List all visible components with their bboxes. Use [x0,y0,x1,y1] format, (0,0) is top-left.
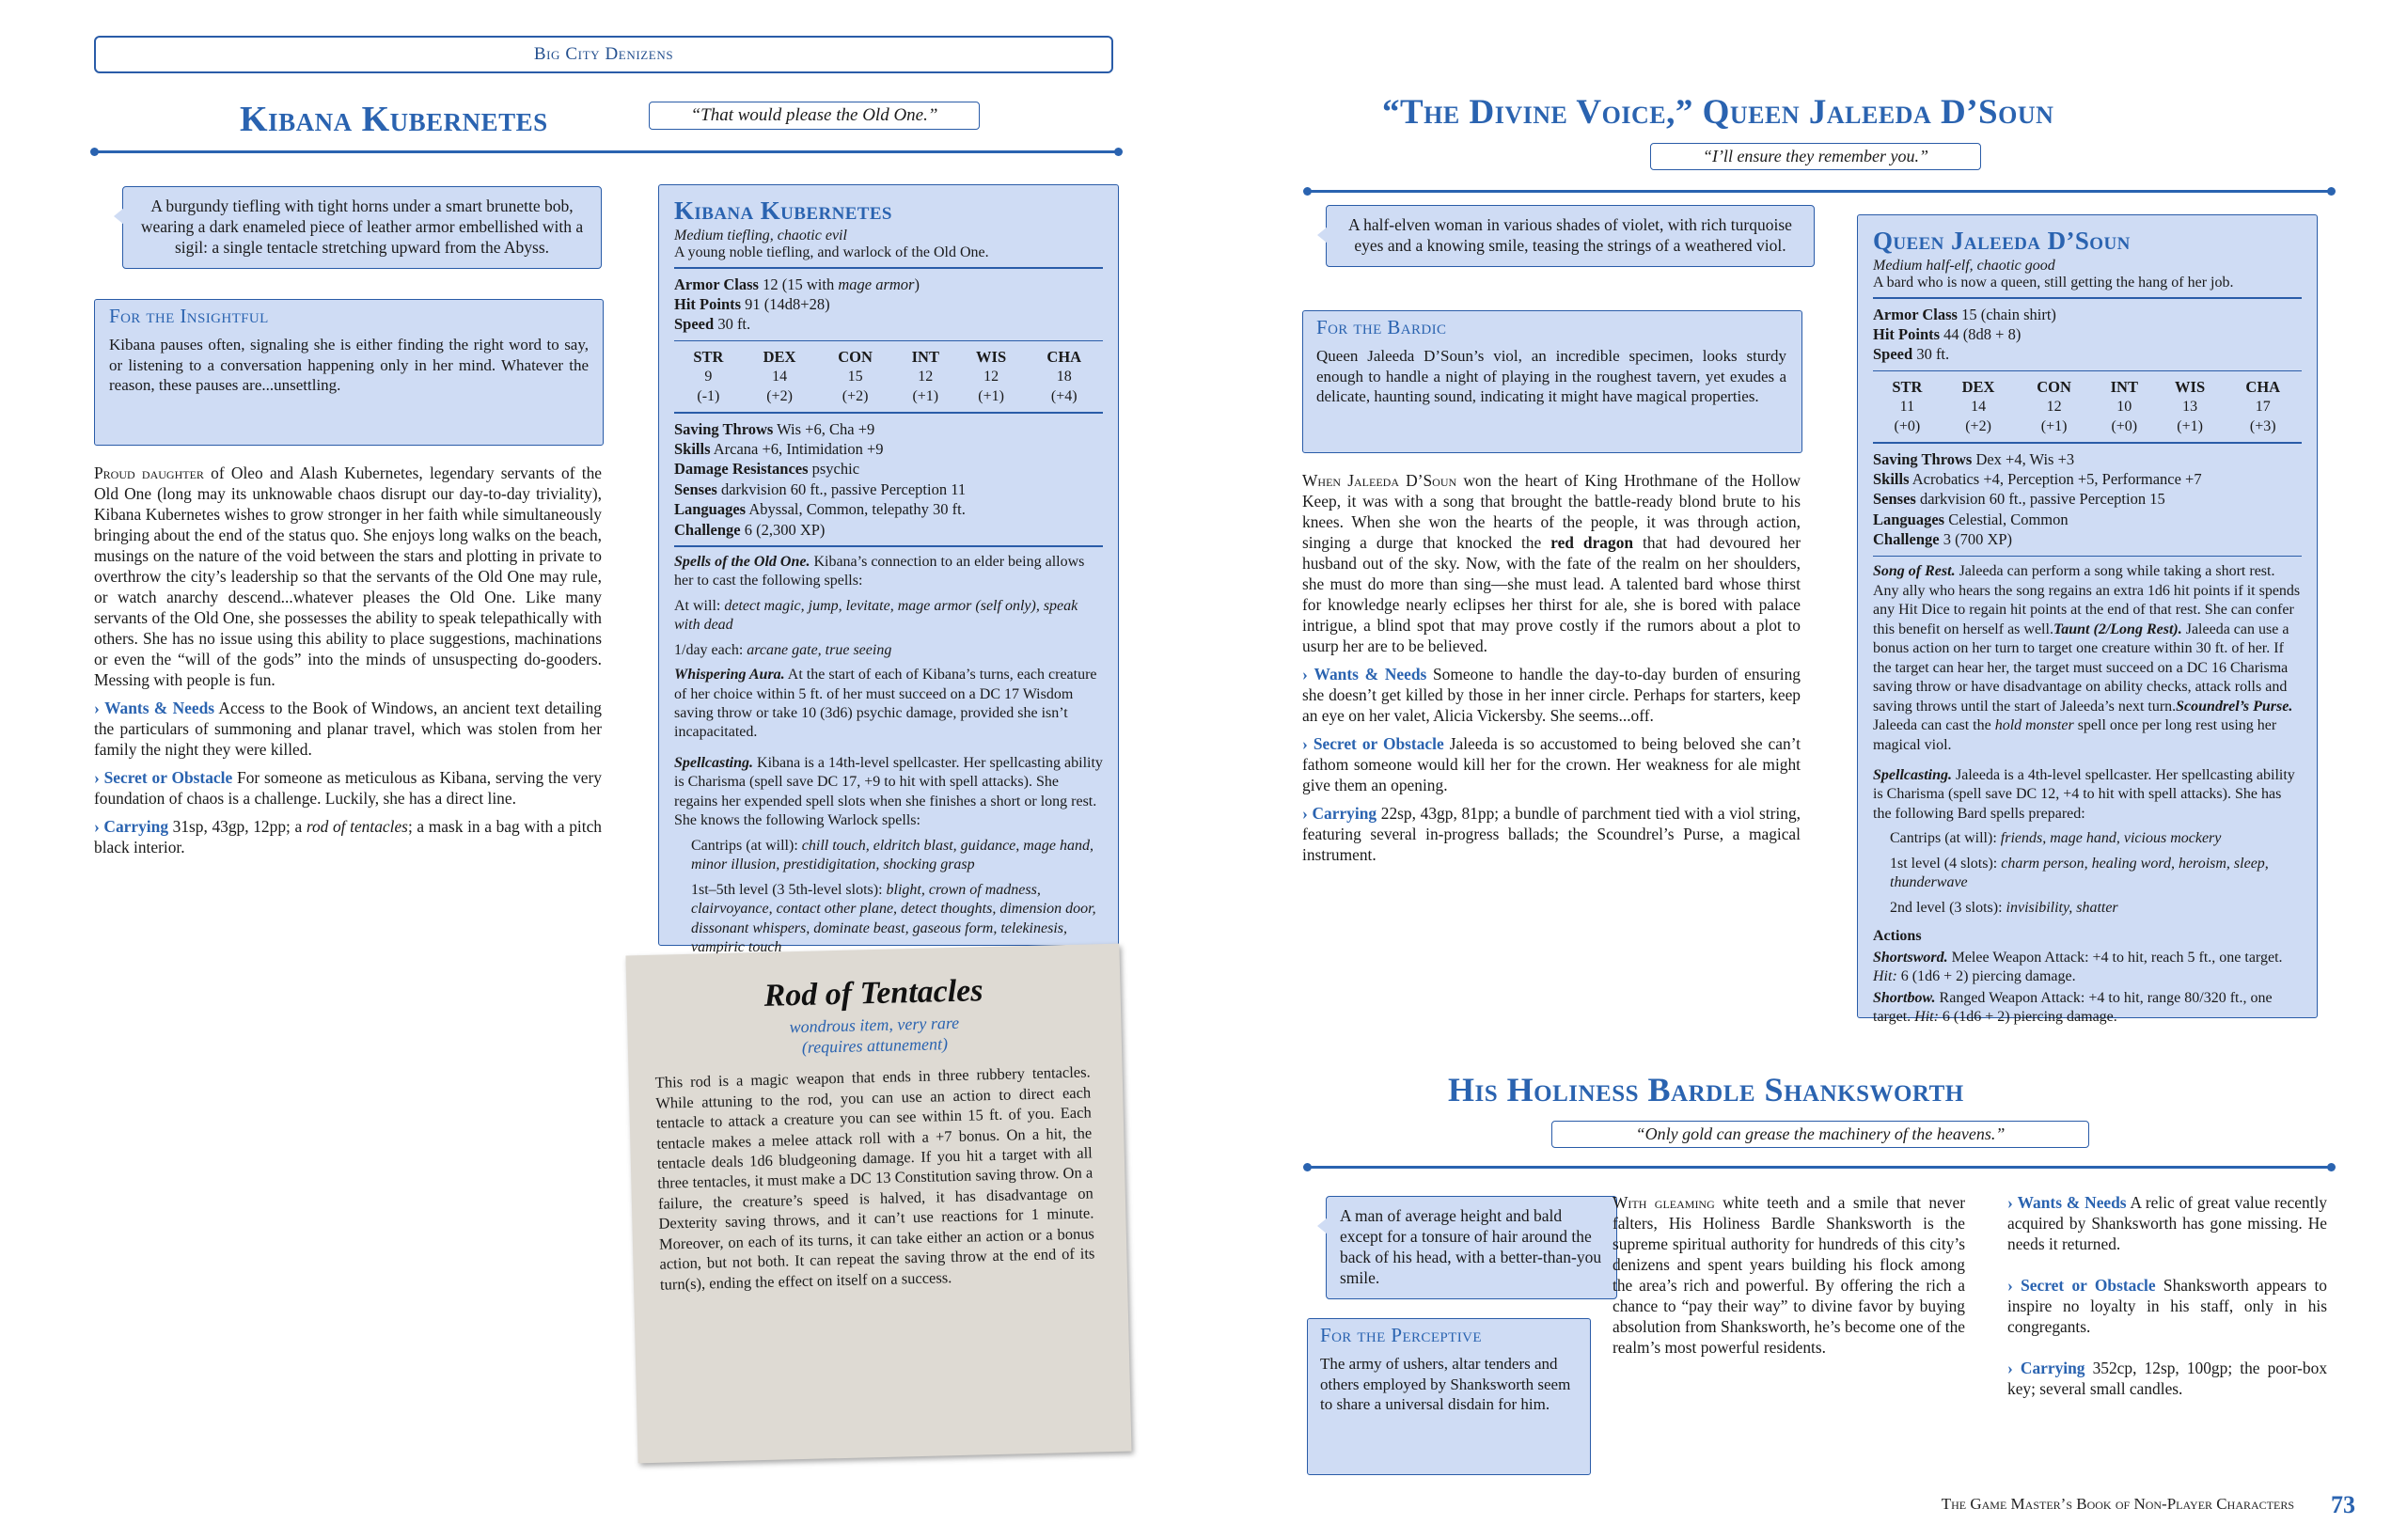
statblock-divider-4 [674,545,1103,547]
trait1-l1-list: detect magic, jump, levitate, mage armor (self only), speak with dead [674,597,1078,634]
dmgres-label: Damage Resistances [674,460,809,479]
statblock-kibana-senses [674,479,1103,499]
kibana-wants-text: Access to the Book of Windows, an ancient text detailing the particulars of summoning and planar travel, which was stolen from her family the night they were killed. [94,699,602,760]
lang-label: Languages [674,500,747,519]
shanksworth-carrying-label: Carrying [2020,1359,2085,1378]
j-ability-mod-int: (+0) [2111,417,2138,434]
ability-score-cha: 18 [1056,369,1072,385]
j-ability-header-wis: WIS [2175,378,2206,397]
j-trait3-text: Jaleeda can cast the [1873,717,1995,734]
ac-label: Armor Class [674,275,759,293]
ability-header-row [674,347,1103,368]
kibana-carrying-text2: ; a mask in a bag with a pitch black interior. [94,817,602,857]
statblock-kibana-atwill [674,597,1103,636]
j-speed-value: 30 ft. [1912,345,1950,364]
wants-marker-shanksworth: › [2007,1193,2018,1212]
page-title-shanksworth: His Holiness Bardle Shanksworth [1448,1071,1964,1108]
j-ability-score-wis: 13 [2182,399,2198,416]
wants-marker-jaleeda: › [1302,665,1314,684]
jaleeda-title-quote: “I’ll ensure they remember you.” [1650,143,1981,170]
statblock-kibana-trait-spells-of-the-old-one [674,553,1103,591]
jaleeda-wants-label: Wants & Needs [1314,665,1427,684]
j-ability-score-str: 11 [1899,399,1915,416]
statblock-j-divider-4 [1873,556,2302,558]
jaleeda-wants-text: Someone to handle the day-to-day burden of ensuring she doesn’t get killed by those in her inner circle. Perhaps for starters, keep an eye on her valet, Alicia Vickersby. She seems...off. [1302,665,1801,726]
j-ability-mod-con: (+1) [2040,417,2068,434]
magic-item-parchment [625,944,1131,1464]
divider-rule-right-1 [1307,190,2332,193]
j-ac-value: 15 (chain shirt) [1957,305,2056,323]
divider-rule-left-1 [94,150,1119,153]
j-speed-label: Speed [1873,345,1913,364]
kibana-carrying-label: Carrying [103,817,169,837]
shanksworth-carrying-text: 352cp, 12sp, 100gp; the poor-box key; several small candles. [2007,1359,2328,1399]
statblock-jaleeda-cantrips [1873,829,2302,848]
statblock-kibana-perday [674,641,1103,660]
statblock-j-divider-2 [1873,370,2302,372]
cr-label: Challenge [674,520,741,539]
shanksworth-perceptive-heading-wrap [1320,1324,1579,1347]
j-trait4-l1-label: Cantrips (at will): [1890,830,2001,847]
statblock-kibana-description: A young noble tiefling, and warlock of the Old One. [674,244,989,260]
jaleeda-body-text2: that had devoured her husband out of the sky. Now, with the fate of the realm on her shoulders, she must do more than sing—she must lead. A talented bard whose thirst for knowledge nearly eclipses her thirst for ale, she is bored with palace intrigue, a blind spot that may prove costly if the rumors about a plot to usurp her are to be believed. [1302,533,1801,656]
ability-header-dex: DEX [763,348,796,367]
kibana-title-quote: “That would please the Old One.” [649,102,980,130]
statblock-jaleeda-challenge [1873,529,2302,549]
statblock-divider-1 [674,267,1103,269]
j-ability-header-int: INT [2110,378,2138,397]
j-trait3-name: Scoundrel’s Purse. [2176,698,2293,715]
trait3-text: Kibana is a 14th-level spellcaster. Her spellcasting ability is Charisma (spell save DC 17, +9 to hit with spell attacks). She regains her expended spell slots when she finishes a short or long rest. She knows the following Warlock spells: [674,754,1103,829]
jaleeda-carrying-label: Carrying [1312,804,1377,824]
kibana-insight-text: Kibana pauses often, signaling she is either finding the right word to say, or listening to a conversation happening only in her mind. Whatever the reason, these pauses are...unsettling. [109,336,589,394]
j-trait4-l1-list: friends, mage hand, vicious mockery [2000,830,2222,847]
trait1-l2-list: arcane gate, true seeing [747,641,892,658]
statblock-jaleeda-name: Queen Jaleeda D’Soun [1873,227,2131,255]
statblock-kibana-speed [674,314,1103,334]
j-trait2-name: Taunt (2/Long Rest). [2053,621,2182,637]
ability-mod-con: (+2) [842,387,869,404]
j-senses-label: Senses [1873,490,1916,509]
j-hp-value: 44 (8d8 + 8) [1940,324,2022,343]
j-ability-score-int: 10 [2116,399,2132,416]
j-ability-mod-row [1873,417,2302,436]
statblock-jaleeda-trait-spellcasting [1873,766,2302,824]
j-action1-text: Melee Weapon Attack: +4 to hit, reach 5 ft., one target. [1947,949,2283,966]
kibana-insight-heading: For the Insightful [109,305,269,327]
magic-item-body: This rod is a magic weapon that ends in three rubbery tentacles. While attuning to the rod, you can use an action to direct each tentacle to attack a creature you can see within 15 ft. of you. Each tentacle makes a melee attack roll with a +7 bonus. On a hit, the tentacle deals 1d6 bludgeoning damage. If you hit a target with all three tentacles, it must make a DC 13 Constitution saving throw. On a failure, the creature’s speed is halved, it has disadvantage on Dexterity saving throws, and it can’t use reactions for 1 minute. Moreover, on each of its turns, it can take either an action or a bonus action, but not both. It can repeat the saving throw at the end of its turn(s), ending the effect on itself on a success. [654,1062,1095,1294]
statblock-jaleeda-senses [1873,489,2302,509]
skills-label: Skills [674,440,711,459]
j-ability-score-con: 12 [2046,399,2062,416]
j-lang-value: Celestial, Common [1944,510,2069,528]
magic-item-title: Rod of Tentacles [763,973,983,1014]
kibana-carrying-item: rod of tentacles [306,817,408,837]
j-cr-value: 3 (700 XP) [1939,530,2013,549]
jaleeda-bardic-heading: For the Bardic [1316,316,1447,338]
j-saves-label: Saving Throws [1873,449,1973,468]
j-trait4-l3-list: invisibility, shatter [2006,899,2118,916]
statblock-kibana-trait-whispering-aura [674,666,1103,743]
statblock-kibana-hp [674,294,1103,314]
statblock-divider-2 [674,340,1103,342]
wants-marker-left: › [94,699,105,718]
page-number: 73 [2331,1491,2355,1518]
j-lang-label: Languages [1873,510,1945,528]
statblock-jaleeda-speed [1873,344,2302,364]
j-ability-header-row [1873,377,2302,398]
shanksworth-body-text: white teeth and a smile that never falters, His Holiness Bardle Shanksworth is the supreme spiritual authority for hundreds of this city’s denizens and spent years building his flock among the area’s rich and powerful. By offering the rich a chance to “pay their way” to divine favor by buying absolution from Shanksworth, he’s become one of the realm’s most powerful residents. [1613,1193,1965,1358]
ability-score-str: 9 [704,369,713,385]
jaleeda-bardic-heading-wrap [1316,316,1786,339]
j-ability-mod-cha: (+3) [2249,417,2276,434]
j-trait4-name: Spellcasting. [1873,766,1953,783]
ability-mod-int: (+1) [912,387,939,404]
j-skills-label: Skills [1873,470,1910,489]
jaleeda-body-text: won the heart of King Hrothmane of the Hollow Keep, it was with a song that brought the battle-ready blond brute to his knees. When she won the hearts of the people, it was through action, singing a durge that knocked the [1302,471,1801,553]
jaleeda-bardic-text: Queen Jaleeda D’Soun’s viol, an incredible specimen, looks sturdy enough to handle a night of playing in the roughest tavern, yet exudes a delicate, haunting sound, indicating it might have magical properties. [1316,347,1786,405]
statblock-kibana-abilities [674,347,1103,406]
j-action2-name: Shortbow. [1873,989,1936,1006]
j-trait1-text: Jaleeda can perform a song while taking a short rest. Any ally who hears the song regains an extra 1d6 hit points if it spends any Hit Dice to regain hit points at the end of that rest. She can confer this benefit on herself as well. [1873,563,2301,637]
divider-rule-right-2 [1307,1166,2332,1169]
statblock-jaleeda-description: A bard who is now a queen, still getting the hang of her job. [1873,275,2234,291]
shanksworth-body [1613,1192,1965,1365]
speed-value: 30 ft. [714,315,751,334]
hp-label: Hit Points [674,294,742,313]
j-trait4-l2-list: charm person, healing word, heroism, sleep, thunderwave [1890,855,2269,891]
kibana-wants-label: Wants & Needs [104,699,215,718]
statblock-jaleeda-2nd-level [1873,899,2302,918]
footer-text: The Game Master’s Book of Non-Player Characters [1941,1495,2294,1513]
ability-score-con: 15 [847,369,863,385]
statblock-jaleeda-action-shortbow [1873,989,2302,1028]
statblock-kibana-saves [674,419,1103,439]
jaleeda-body [1302,470,1801,872]
magic-item-subtitle-1: wondrous item, very rare [789,1013,960,1037]
j-action1-text2: 6 (1d6 + 2) piercing damage. [1896,968,2076,985]
trait3-l1-label: Cantrips (at will): [691,837,802,854]
ability-score-wis: 12 [983,369,999,385]
statblock-jaleeda-subtitle: Medium half-elf, chaotic good [1873,258,2055,274]
shanksworth-secret-label: Secret or Obstacle [2021,1276,2156,1296]
jaleeda-secret-text: Jaleeda is so accustomed to being beloved she can’t fathom someone would kill her for the crown. Her weakness for ale might give them an opening. [1302,734,1801,795]
carrying-marker-shanksworth: › [2007,1359,2021,1378]
kibana-body-lead: Proud daughter [94,464,204,482]
statblock-kibana-ac [674,275,1103,294]
trait1-l2-label: 1/day each: [674,641,747,658]
j-trait3-italic: hold monster [1994,717,2074,734]
shanksworth-perceptive-text: The army of ushers, altar tenders and others employed by Shanksworth seem to share a universal disdain for him. [1320,1355,1571,1413]
statblock-kibana-damage-resistances [674,459,1103,479]
j-saves-value: Dex +4, Wis +3 [1972,449,2075,468]
ability-mod-dex: (+2) [766,387,793,404]
ability-header-wis: WIS [976,348,1007,367]
trait2-name: Whispering Aura. [674,667,785,684]
statblock-jaleeda-ac [1873,305,2302,324]
ability-header-int: INT [911,348,939,367]
j-ability-header-str: STR [1892,378,1923,397]
j-ability-score-row [1873,398,2302,416]
j-trait2-text: Jaleeda can use a bonus action on her turn to target one creature within 30 ft. of her. If the target can hear her, the target must succeed on a DC 16 Charisma saving throw or have disadvantage on ability checks, attack rolls and saving throws until the start of Jaleeda’s next turn. [1873,621,2289,715]
statblock-jaleeda-hp [1873,324,2302,344]
ac-value: 12 (15 with [758,275,839,293]
ability-score-int: 12 [918,369,934,385]
ability-mod-row [674,387,1103,406]
statblock-kibana-subtitle: Medium tiefling, chaotic evil [674,228,847,244]
running-head-bar [94,36,1113,73]
kibana-body [94,463,602,865]
senses-label: Senses [674,479,717,498]
kibana-insight-heading-wrap [109,305,589,328]
statblock-jaleeda-abilities [1873,377,2302,436]
trait1-l1-label: At will: [674,597,725,614]
j-ability-header-cha: CHA [2245,378,2281,397]
statblock-j-divider-3 [1873,442,2302,444]
j-skills-value: Acrobatics +4, Perception +5, Performance +7 [1909,470,2202,489]
trait3-l2-label: 1st–5th level (3 5th-level slots): [691,881,887,898]
j-senses-value: darkvision 60 ft., passive Perception 15 [1915,490,2165,509]
shanksworth-wants-label: Wants & Needs [2017,1193,2127,1212]
shanksworth-wants-text: A relic of great value recently acquired by Shanksworth has gone missing. He needs it returned. [2007,1193,2327,1254]
kibana-carrying-text: 31sp, 43gp, 12pp; a [168,817,307,837]
ability-score-dex: 14 [772,369,788,385]
j-action1-name: Shortsword. [1873,949,1948,966]
statblock-j-divider-1 [1873,297,2302,299]
ability-header-cha: CHA [1046,348,1082,367]
dmgres-value: psychic [808,460,860,479]
shanksworth-perceptive-heading: For the Perceptive [1320,1324,1482,1346]
j-ability-score-dex: 14 [1971,399,1987,416]
ability-mod-str: (-1) [697,387,720,404]
jaleeda-portrait-caption: A half-elven woman in various shades of violet, with rich turquoise eyes and a knowing smile, teasing the strings of a weathered viol. [1326,205,1815,267]
trait3-l1-list: chill touch, eldritch blast, guidance, mage hand, minor illusion, prestidigitation, shocking grasp [691,837,1093,873]
statblock-kibana-trait-spellcasting [674,754,1103,831]
j-action2-text2: 6 (1d6 + 2) piercing damage. [1938,1009,2117,1026]
kibana-secret-label: Secret or Obstacle [103,768,233,788]
jaleeda-body-lead: When Jaleeda D’Soun [1302,471,1457,490]
j-action2-hit: Hit: [1914,1009,1939,1026]
hp-value: 91 (14d8+28) [741,294,830,313]
statblock-jaleeda-trait-song-of-rest [1873,562,2302,755]
saves-value: Wis +6, Cha +9 [773,419,875,438]
j-trait4-l2-label: 1st level (4 slots): [1890,855,2002,872]
saves-label: Saving Throws [674,419,774,438]
kibana-portrait-caption: A burgundy tiefling with tight horns under a smart brunette bob, wearing a dark enameled piece of leather armor embellished with a sigil: a single tentacle stretching upward from the Abyss. [122,186,602,269]
ability-mod-cha: (+4) [1050,387,1078,404]
running-head-text: Big City Denizens [533,44,674,64]
statblock-divider-3 [674,412,1103,414]
ac-after: ) [914,275,920,293]
kibana-secret-text: For someone as meticulous as Kibana, serving the very foundation of chaos is a challenge. Luckily, she has a direct line. [94,768,602,809]
jaleeda-body-bold: red dragon [1550,533,1634,553]
statblock-kibana-skills [674,439,1103,459]
shanksworth-body-lead: With gleaming [1613,1193,1715,1212]
lang-value: Abyssal, Common, telepathy 30 ft. [746,500,966,519]
ability-header-str: STR [693,348,724,367]
j-ability-score-cha: 17 [2255,399,2271,416]
j-ability-mod-str: (+0) [1894,417,1921,434]
statblock-jaleeda-action-shortsword [1873,949,2302,987]
statblock-jaleeda-1st-level [1873,855,2302,893]
secret-marker-jaleeda: › [1302,734,1314,754]
carrying-marker-jaleeda: › [1302,804,1313,824]
j-cr-label: Challenge [1873,530,1940,549]
ability-mod-wis: (+1) [978,387,1004,404]
secret-marker-shanksworth: › [2007,1276,2022,1296]
j-ability-header-con: CON [2037,378,2071,397]
statblock-jaleeda-actions-heading: Actions [1873,928,1922,945]
ability-header-con: CON [838,348,873,367]
j-ability-header-dex: DEX [1961,378,1995,397]
statblock-kibana-languages [674,499,1103,519]
magic-item-subtitle-2: (requires attunement) [801,1033,949,1057]
j-trait3-text2: spell once per long rest using her magical viol. [1873,717,2277,753]
j-ability-mod-wis: (+1) [2177,417,2203,434]
statblock-kibana-challenge [674,520,1103,540]
ac-italic: mage armor [838,275,915,293]
page-title-kibana: Kibana Kubernetes [240,100,548,139]
j-action1-hit: Hit: [1873,968,1897,985]
statblock-kibana-cantrips [674,837,1103,875]
secret-marker-left: › [94,768,104,788]
shanksworth-secret-text: Shanksworth appears to inspire no loyalty in his staff, only in his congregants. [2007,1276,2327,1337]
trait1-text: Kibana’s connection to an elder being allows her to cast the following spells: [674,553,1085,589]
kibana-body-text: of Oleo and Alash Kubernetes, legendary servants of the Old One (long may its unknowable chaos disrupt our day-to-day triviality), Kibana Kubernetes wishes to grow stronger in her faith while simultaneously bringing about the end of the status quo. She enjoys long walks on the beach, musings on the nature of the void between the stars and plotting in private to overthrow the city’s leadership so that the servants of the Old One may rule, or watch anarchy descend...whatever pleases the Old One. Like many servants of the Old One, she possesses the ability to speak telepathically with others. She has no issue using this ability to place suggestions, machinations or even the “will of the gods” into the minds of unsuspecting do-gooders. Messing with people is fun. [94,464,602,690]
shanksworth-sidebar [2007,1192,2327,1406]
trait1-name: Spells of the Old One. [674,553,810,570]
statblock-jaleeda [1857,214,2318,1026]
skills-value: Arcana +6, Intimidation +9 [710,440,884,459]
senses-value: darkvision 60 ft., passive Perception 11 [716,479,967,498]
page-title-jaleeda: “The Divine Voice,” Queen Jaleeda D’Soun [1382,93,2054,132]
j-ability-mod-dex: (+2) [1965,417,1991,434]
statblock-kibana-name: Kibana Kubernetes [674,196,892,225]
jaleeda-secret-label: Secret or Obstacle [1313,734,1444,754]
j-trait4-l3-label: 2nd level (3 slots): [1890,899,2006,916]
ability-score-row [674,368,1103,386]
j-trait4-text: Jaleeda is a 4th-level spellcaster. Her spellcasting ability is Charisma (spell save DC 12, +4 to hit with spell attacks). She has the following Bard spells prepared: [1873,766,2295,822]
jaleeda-carrying-text: 22sp, 43gp, 81pp; a bundle of parchment tied with a viol string, featuring several in-progress ballads; the Scoundrel’s Purse, a magical instrument. [1302,804,1801,865]
trait2-text: At the start of each of Kibana’s turns, each creature of her choice within 5 ft. of her must succeed on a DC 17 Wisdom saving throw or take 10 (3d6) psychic damage, provided she isn’t incapacitated. [674,667,1097,741]
cr-value: 6 (2,300 XP) [740,520,826,539]
j-hp-label: Hit Points [1873,324,1941,343]
j-action2-text: Ranged Weapon Attack: +4 to hit, range 80/320 ft., one target. [1873,989,2273,1026]
statblock-jaleeda-languages [1873,510,2302,529]
speed-label: Speed [674,315,715,334]
carrying-marker-left: › [94,817,104,837]
j-ac-label: Armor Class [1873,305,1958,323]
j-trait1-name: Song of Rest. [1873,563,1956,580]
statblock-jaleeda-saves [1873,449,2302,469]
statblock-kibana [658,184,1119,956]
trait3-l2-list: blight, crown of madness, clairvoyance, contact other plane, detect thoughts, dimension door, dissonant whispers, dominate beast, gaseous form, telekinesis, vampiric touch [691,881,1096,956]
statblock-jaleeda-skills [1873,469,2302,489]
shanksworth-title-quote: “Only gold can grease the machinery of the heavens.” [1551,1121,2089,1148]
shanksworth-portrait-caption: A man of average height and bald except for a tonsure of hair around the back of his head, with a better-than-you smile. [1326,1196,1617,1299]
trait3-name: Spellcasting. [674,754,754,771]
